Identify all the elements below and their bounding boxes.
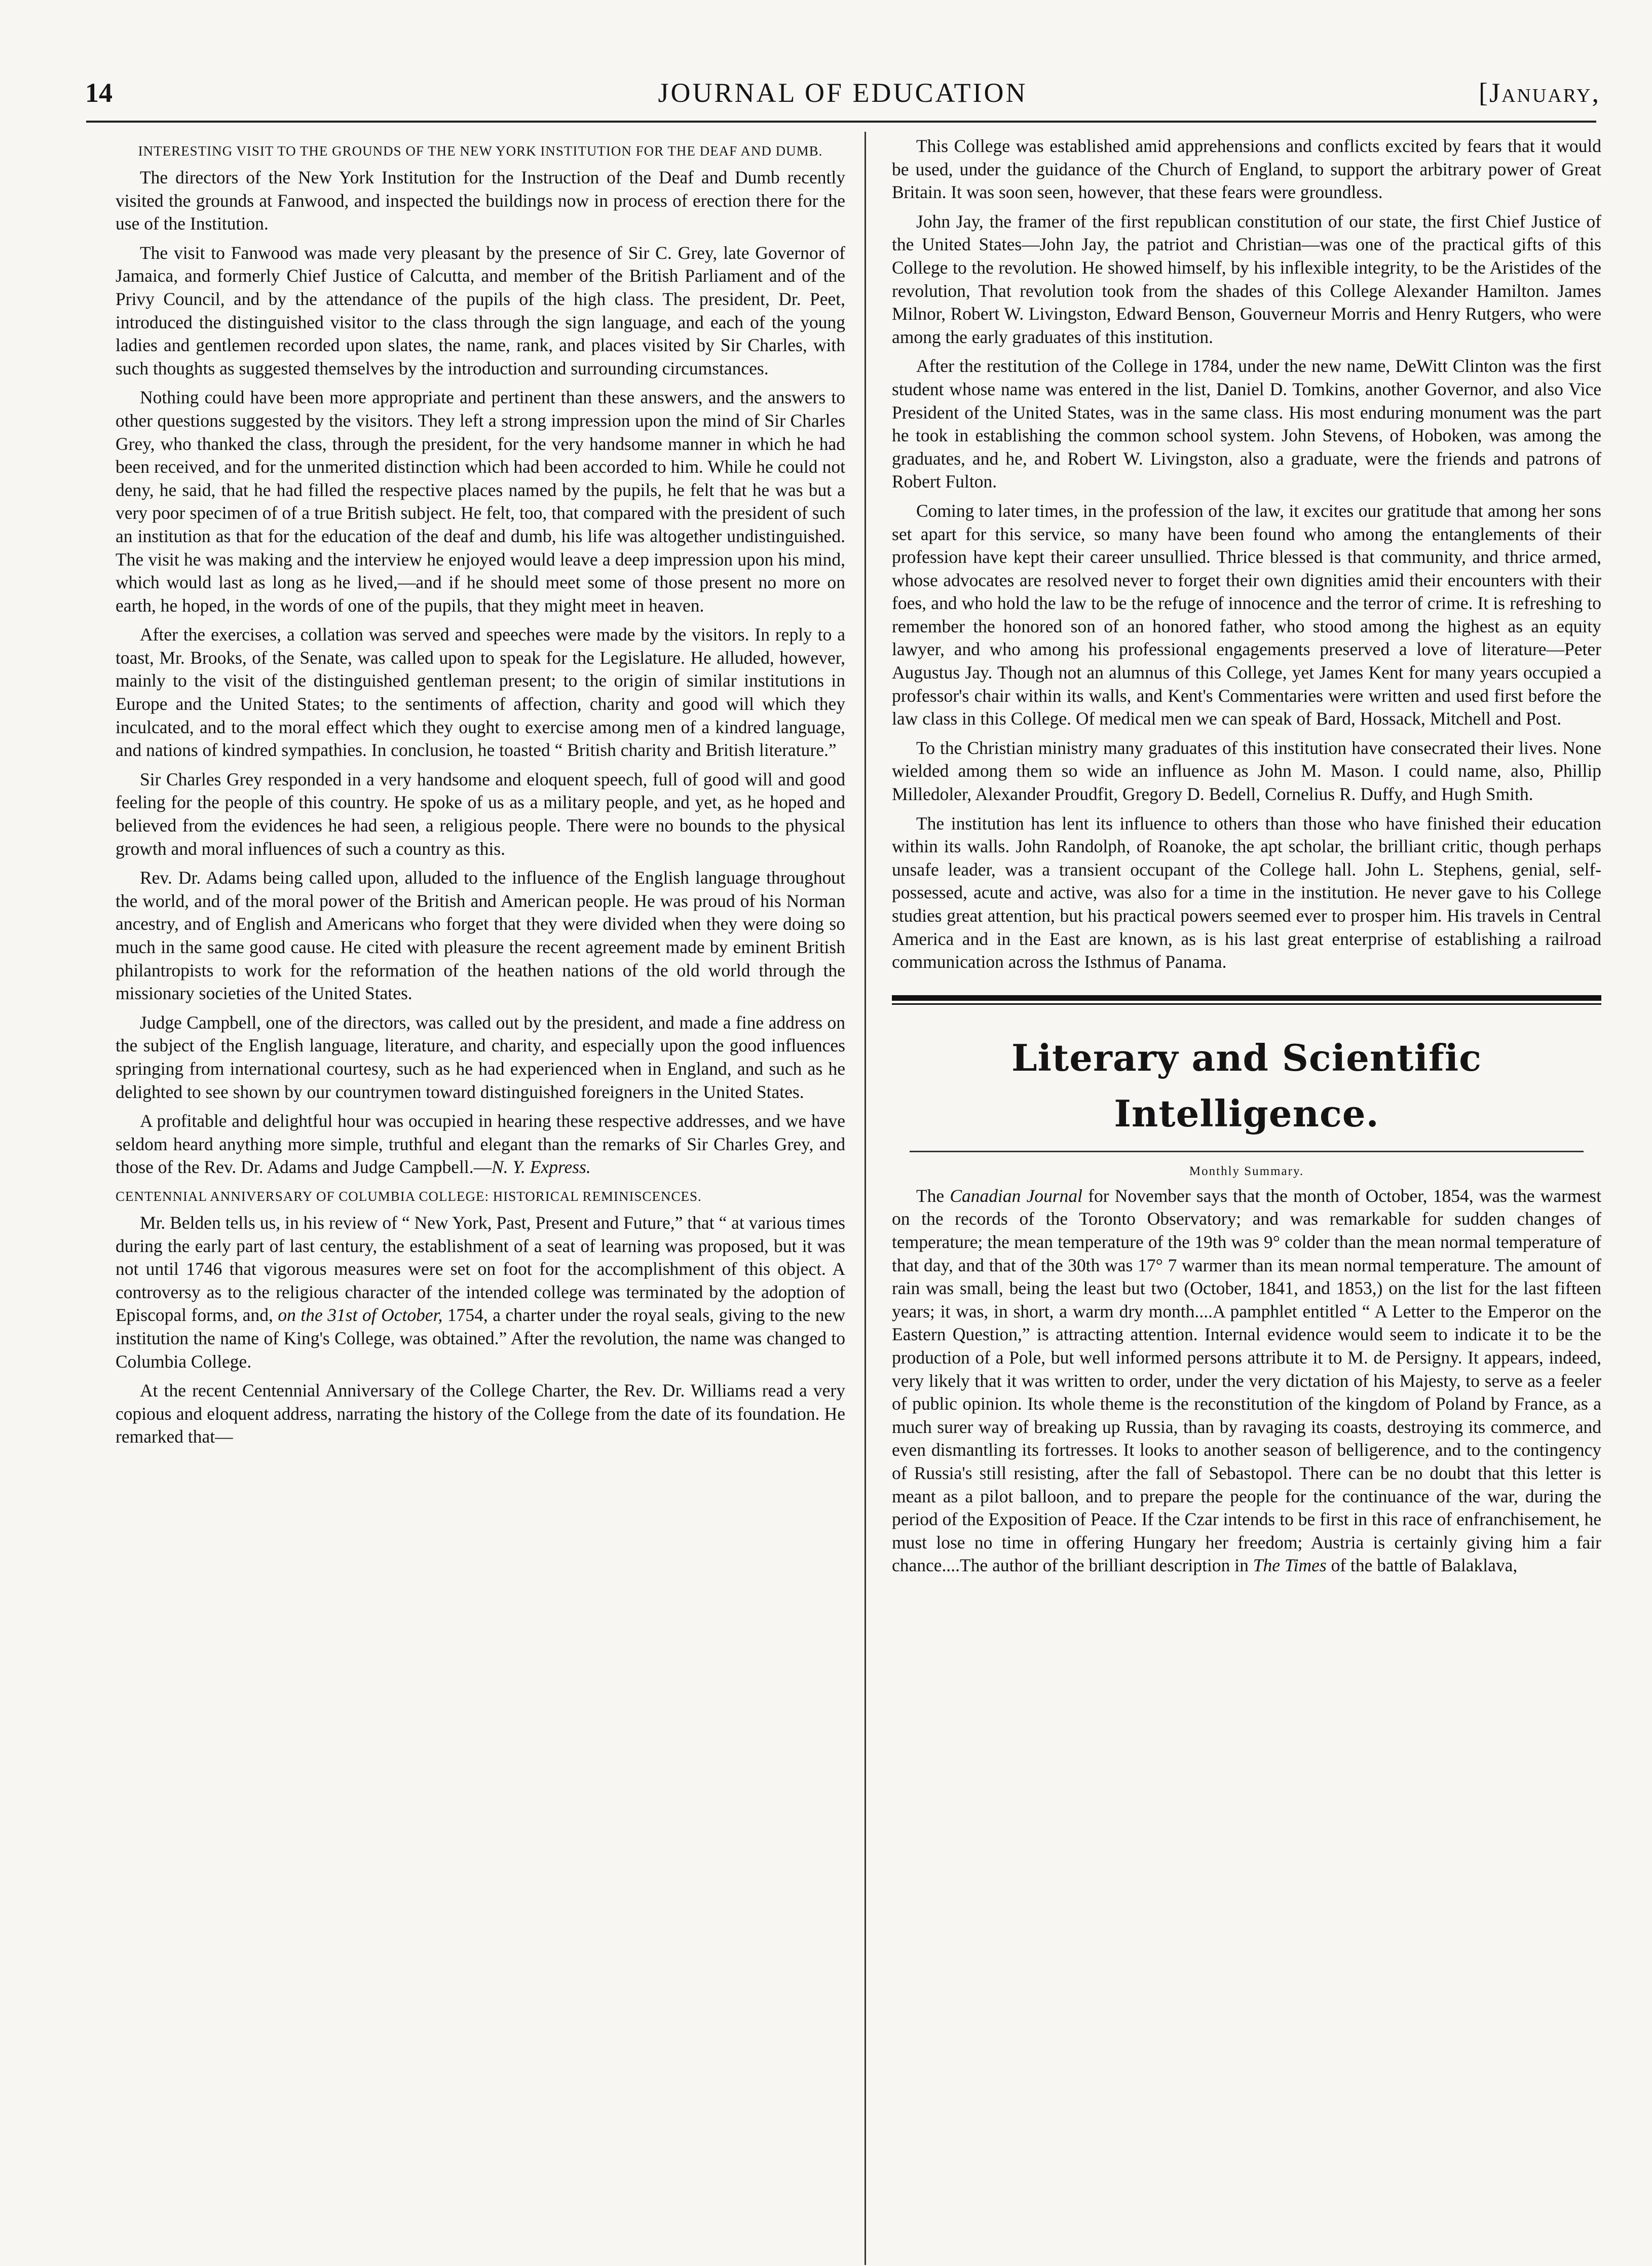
column-divider — [865, 132, 866, 2265]
paragraph: At the recent Centennial Anniversary of the College Charter, the Rev. Dr. Williams read a very copious and eloquent address, narrating the history of the College from the date of its foundation. He remarked that— — [116, 1380, 845, 1447]
newspaper-name: The Times — [1253, 1555, 1327, 1576]
paragraph — [116, 1212, 845, 1373]
paragraph-text: Mr. Belden tells us, in his review of “ New York, Past, Present and Future,” that “ at various times during the early part of last century, the establishment of a seat of learning was proposed, but it was not until 1746 that vigorous measures were set on foot for the accomplishment of this object. A controversy as to the religious character of the intended college was terminated by the adoption of Episcopal forms, and, — [116, 1212, 845, 1326]
paragraph-text: 1754, a charter under the royal seals, giving to the new institution the name of King's College, was obtained.” After the revolution, the name was changed to Columbia College. — [116, 1305, 845, 1372]
paragraph: After the restitution of the College in 1784, under the new name, DeWitt Clinton was the first student whose name was entered in the list, Daniel D. Tomkins, another Governor, and also Vice President of the United States, was in the same class. His most enduring monument was the part he took in establishing the common school system. John Stevens, of Hoboken, was among the graduates, and he, and Robert W. Livingston, also a graduate, were the friends and patrons of Robert Fulton. — [892, 356, 1601, 492]
article-heading-columbia-college: CENTENNIAL ANNIVERSARY OF COLUMBIA COLLEGE: HISTORICAL REMINISCENCES. — [116, 1188, 702, 1204]
summary-paragraph — [892, 1185, 1601, 1577]
header-month: [January, — [1479, 78, 1600, 108]
paragraph: Coming to later times, in the profession of the law, it excites our gratitude that among her sons set apart for this service, so many have been found who among the entanglements of their profession have kept their career unsullied. Thrice blessed is that community, and thrice armed, whose advocates are resolved never to forget their own dignities amid their encounters with their foes, and who hold the law to be the refuge of innocence and the terror of crime. It is refreshing to remember the honored son of an honored father, who stood among the highest as an equity lawyer, and who among his professional engagements preserved a love of literature—Peter Augustus Jay. Though not an alumnus of this College, yet James Kent for many years occupied a professor's chair within its walls, and Kent's Commentaries were written and used first before the law class in this College. Of medical men we can speak of Bard, Hossack, Mitchell and Post. — [892, 500, 1601, 729]
sub-heading-monthly-summary: Monthly Summary. — [1189, 1164, 1304, 1178]
paragraph: Judge Campbell, one of the directors, was called out by the president, and made a fine address on the subject of the English language, literature, and charity, and especially upon the good influences springing from international courtesy, such as he had experienced when in England, and such as he delighted to see shown by our countrymen toward distinguished foreigners in the United States. — [116, 1012, 845, 1102]
paragraph-with-source — [116, 1110, 845, 1179]
header-rule — [86, 121, 1596, 123]
paragraph-text: of the battle of Balaklava, — [1326, 1555, 1518, 1576]
section-divider — [892, 995, 1601, 1005]
charter-date: on the 31st of October, — [278, 1305, 443, 1326]
journal-title: JOURNAL OF EDUCATION — [658, 78, 1028, 108]
paragraph-text: A profitable and delightful hour was occupied in hearing these respective addresses, and we have seldom heard anything more simple, truthful and elegant than the remarks of Sir Charles Grey, and those of the Rev. Dr. Adams and Judge Campbell.— — [116, 1111, 845, 1178]
journal-name: Canadian Journal — [950, 1185, 1083, 1206]
paragraph: The directors of the New York Institution for the Instruction of the Deaf and Dumb recently visited the grounds at Fanwood, and inspected the buildings now in process of erection there for the use of the Institution. — [116, 167, 845, 234]
paragraph: After the exercises, a collation was served and speeches were made by the visitors. In reply to a toast, Mr. Brooks, of the Senate, was called upon to speak for the Legislature. He alluded, however, mainly to the visit of the distinguished gentleman present; to the origin of similar institutions in Europe and the United States; to the sentiments of affection, charity and good will which they inculcated, and to the moral effect which they ought to exercise among men of a kindred language, and nations of kindred sympathies. In conclusion, he toasted “ British charity and British literature.” — [116, 624, 845, 761]
right-column — [892, 135, 1601, 1583]
paragraph-text: for November says that the month of October, 1854, was the warmest on the records of the Toronto Observatory; and was remarkable for sudden changes of temperature; the mean temperature of the 19th was 9° colder than the mean normal temperature of that day, and that of the 30th was 17° 7 warmer than its mean normal temperature. The amount of rain was small, being the least but two (October, 1841, and 1853,) on the list for the last fifteen years; it was, in short, a warm dry month....A pamphlet entitled “ A Letter to the Emperor on the Eastern Question,” is attracting attention. Internal evidence would seem to indicate it to be the production of a Pole, but well informed persons attribute it to M. de Persigny. It appears, indeed, very likely that it was written to order, under the very dictation of his Majesty, to serve as a feeler of public opinion. Its whole theme is the reconstitution of the kingdom of Poland by France, as a much surer way of breaking up Russia, than by ravaging its coasts, destroying its commerce, and even dismantling its fortresses. It looks to another season of belligerence, and to the contingency of Russia's still resisting, after the fall of Sebastopol. There can be no doubt that this letter is meant as a pilot balloon, and to prepare the people for the continuance of the war, during the period of the Exposition of Peace. If the Czar intends to be first in this race of enfranchisement, he must lose no time in offering Hungary her freedom; Austria is certainly giving him a fair chance....The author of the brilliant description in — [892, 1185, 1601, 1576]
section-rule — [910, 1151, 1584, 1152]
left-column — [116, 135, 845, 1455]
source-citation: N. Y. Express. — [492, 1157, 591, 1178]
paragraph: Nothing could have been more appropriate and pertinent than these answers, and the answers to other questions suggested by the visitors. They left a strong impression upon the mind of Sir Charles Grey, who thanked the class, through the president, for the very handsome manner in which he had been received, and for the unmerited distinction which had been accorded to him. While he could not deny, he said, that he had filled the respective places named by the pupils, he felt that he was but a very poor specimen of of a true British subject. He felt, too, that compared with the president of such an institution as that for the education of the deaf and dumb, his life was altogether undistinguished. The visit he was making and the interview he enjoyed would leave a deep impression upon his mind, which would last as long as he lived,—and if he should meet some of those present no more on earth, he hoped, in the words of one of the pupils, that they might meet in heaven. — [116, 387, 845, 616]
article-heading-fanwood-visit: INTERESTING VISIT TO THE GROUNDS OF THE NEW YORK INSTITUTION FOR THE DEAF AND DUMB. — [138, 143, 823, 159]
paragraph: The institution has lent its influence to others than those who have finished their education within its walls. John Randolph, of Roanoke, the apt scholar, the brilliant critic, though perhaps unsafe leader, was a transient occupant of the College hall. John L. Stephens, genial, self-possessed, acute and active, was also for a time in the institution. He never gave to his College studies great attention, but his practical powers seemed ever to prosper him. His travels in Central America and in the East are known, as is his last great enterprise of establishing a railroad communication across the Isthmus of Panama. — [892, 813, 1601, 972]
paragraph: Rev. Dr. Adams being called upon, alluded to the influence of the English language throughout the world, and of the moral power of the British and American people. He was proud of his Norman ancestry, and of English and Americans who forget that they were divided when they were doing so much in the same good cause. He cited with pleasure the recent agreement made by eminent British philantropists to work for the reformation of the heathen nations of the old world through the missionary societies of the United States. — [116, 867, 845, 1004]
page-header — [85, 75, 1600, 110]
paragraph: The visit to Fanwood was made very pleasant by the presence of Sir C. Grey, late Governor of Jamaica, and formerly Chief Justice of Calcutta, and member of the British Parliament and of the Privy Council, and by the attendance of the pupils of the high class. The president, Dr. Peet, introduced the distinguished visitor to the class through the sign language, and each of the young ladies and gentlemen recorded upon slates, the name, rank, and places visited by Sir Charles, with such thoughts as suggested themselves by the introduction and surrounding circumstances. — [116, 242, 845, 379]
paragraph: This College was established amid apprehensions and conflicts excited by fears that it would be used, under the guidance of the Church of England, to support the arbitrary power of Great Britain. It was soon seen, however, that these fears were groundless. — [892, 136, 1601, 203]
paragraph: John Jay, the framer of the first republican constitution of our state, the first Chief Justice of the United States—John Jay, the patriot and Christian—was one of the practical gifts of this College to the revolution. He showed himself, by his inflexible integrity, to be the Aristides of the revolution, That revolution took from the shades of this College Alexander Hamilton. James Milnor, Robert W. Livingston, Edward Benson, Gouverneur Morris and Henry Rutgers, who were among the early graduates of this institution. — [892, 211, 1601, 347]
paragraph: To the Christian ministry many graduates of this institution have consecrated their lives. None wielded among them so wide an influence as John M. Mason. I could name, also, Phillip Milledoler, Alexander Proudfit, Gregory D. Bedell, Cornelius R. Duffy, and Hugh Smith. — [892, 737, 1601, 805]
paragraph-text: The — [916, 1185, 950, 1206]
page-number: 14 — [85, 78, 112, 108]
paragraph: Sir Charles Grey responded in a very handsome and eloquent speech, full of good will and good feeling for the people of this country. He spoke of us as a military people, and yet, as he hoped and believed from the evidences he had seen, a religious people. There were no bounds to the physical growth and moral influences of such a country as this. — [116, 769, 845, 859]
section-title-literary-scientific: Literary and Scientific Intelligence. — [1011, 1036, 1482, 1135]
